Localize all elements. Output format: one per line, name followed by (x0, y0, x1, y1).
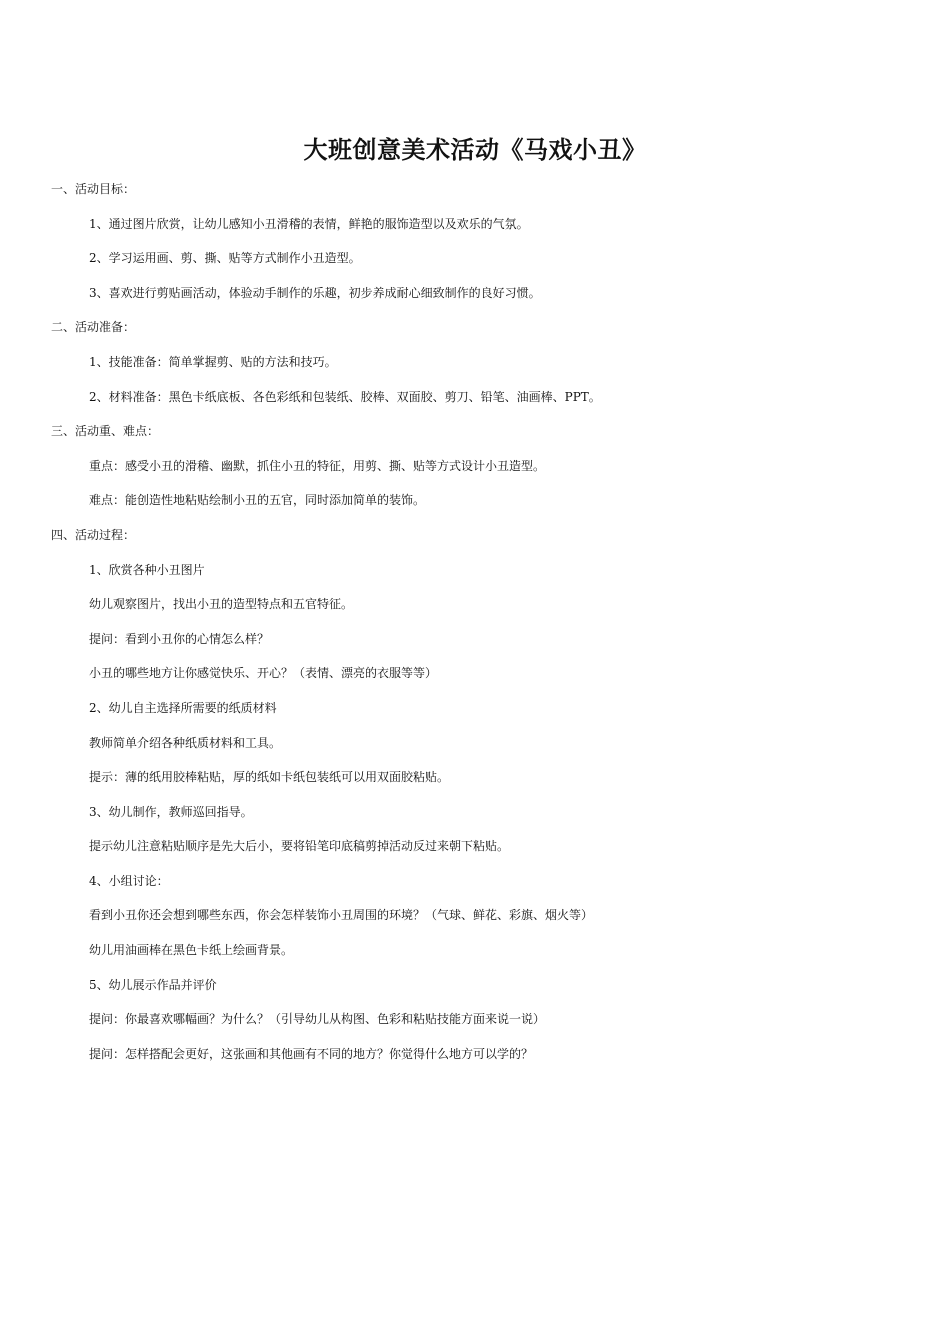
paragraph-line: 难点：能创造性地粘贴绘制小丑的五官，同时添加简单的装饰。 (89, 493, 426, 508)
paragraph-line: 1、技能准备：简单掌握剪、贴的方法和技巧。 (89, 354, 337, 369)
paragraph-line: 教师简单介绍各种纸质材料和工具。 (89, 735, 282, 750)
paragraph-line: 1、欣赏各种小丑图片 (89, 562, 205, 577)
paragraph-line: 提问：你最喜欢哪幅画？为什么？（引导幼儿从构图、色彩和粘贴技能方面来说一说） (89, 1012, 546, 1027)
paragraph-line: 重点：感受小丑的滑稽、幽默，抓住小丑的特征，用剪、撕、贴等方式设计小丑造型。 (89, 458, 546, 473)
section-heading: 一、活动目标： (51, 182, 136, 196)
section-heading: 二、活动准备： (51, 320, 136, 335)
paragraph-line: 3、喜欢进行剪贴画活动，体验动手制作的乐趣，初步养成耐心细致制作的良好习惯。 (89, 285, 541, 300)
paragraph-line: 2、幼儿自主选择所需要的纸质材料 (89, 700, 277, 715)
paragraph-line: 幼儿用油画棒在黑色卡纸上绘画背景。 (89, 943, 294, 958)
paragraph-line: 提问：怎样搭配会更好，这张画和其他画有不同的地方？你觉得什么地方可以学的？ (89, 1046, 534, 1061)
paragraph-line: 1、通过图片欣赏，让幼儿感知小丑滑稽的表情，鲜艳的服饰造型以及欢乐的气氛。 (89, 216, 529, 231)
paragraph-line: 3、幼儿制作，教师巡回指导。 (89, 804, 253, 819)
paragraph-line: 提示幼儿注意粘贴顺序是先大后小，要将铅笔印底稿剪掉活动反过来朝下粘贴。 (89, 839, 510, 854)
paragraph-line: 小丑的哪些地方让你感觉快乐、开心？（表情、漂亮的衣服等等） (89, 666, 438, 681)
document-title: 大班创意美术活动《马戏小丑》 (303, 135, 647, 164)
paragraph-line: 看到小丑你还会想到哪些东西，你会怎样装饰小丑周围的环境？（气球、鲜花、彩旗、烟火等） (89, 908, 594, 923)
document-body (0, 172, 950, 1071)
paragraph-line: 2、材料准备：黑色卡纸底板、各色彩纸和包装纸、胶棒、双面胶、剪刀、铅笔、油画棒、PPT。 (89, 389, 601, 404)
paragraph-line: 5、幼儿展示作品并评价 (89, 977, 217, 992)
section-heading: 三、活动重、难点： (51, 424, 160, 439)
paragraph-line: 4、小组讨论： (89, 873, 169, 888)
section-heading: 四、活动过程： (51, 527, 136, 542)
paragraph-line: 提问：看到小丑你的心情怎么样？ (89, 631, 270, 646)
paragraph-line: 2、学习运用画、剪、撕、贴等方式制作小丑造型。 (89, 251, 361, 266)
paragraph-line: 幼儿观察图片，找出小丑的造型特点和五官特征。 (89, 597, 354, 612)
paragraph-line: 提示：薄的纸用胶棒粘贴，厚的纸如卡纸包装纸可以用双面胶粘贴。 (89, 770, 450, 785)
